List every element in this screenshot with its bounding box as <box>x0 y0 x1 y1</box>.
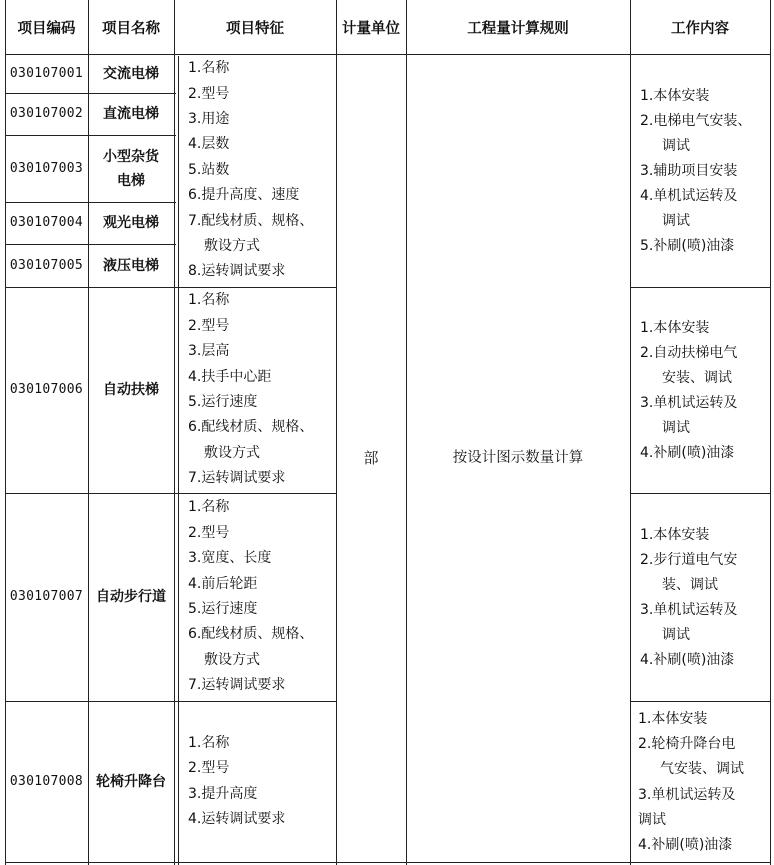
group-divider <box>630 701 771 702</box>
header-code: 项目编码 <box>17 21 76 37</box>
feature-item: 7.运转调试要求 <box>188 677 286 694</box>
work-item: 调试 <box>662 420 690 437</box>
work-content-list <box>640 289 768 493</box>
item-code: 030107002 <box>9 106 84 121</box>
item-name-line: 电梯 <box>117 172 145 189</box>
work-item: 1.本体安装 <box>640 526 710 543</box>
item-name: 观光电梯 <box>103 215 159 231</box>
feature-item: 1.名称 <box>188 734 230 751</box>
calculation-rule: 按设计图示数量计算 <box>452 450 584 466</box>
work-item: 2.电梯电气安装、 <box>640 112 752 129</box>
feature-item: 2.型号 <box>188 760 230 777</box>
work-item: 3.单机试运转及 <box>640 395 738 411</box>
table-border-right <box>770 0 771 865</box>
feature-list <box>188 54 334 287</box>
item-name: 交流电梯 <box>103 65 159 82</box>
header-rule: 工程量计算规则 <box>467 21 569 37</box>
work-item: 调试 <box>662 137 690 154</box>
feature-item: 3.用途 <box>188 110 230 127</box>
table-border-bottom <box>5 862 771 863</box>
work-item: 调试 <box>662 213 690 230</box>
feature-item: 3.层高 <box>188 343 230 360</box>
feature-item: 2.型号 <box>188 524 230 541</box>
feature-item: 1.名称 <box>188 60 230 77</box>
work-item: 调试 <box>638 811 666 828</box>
feature-item: 4.运转调试要求 <box>188 810 286 827</box>
feature-item: 8.运转调试要求 <box>188 263 286 280</box>
work-item: 1.本体安装 <box>640 319 710 336</box>
work-item: 2.步行道电气安 <box>640 551 738 568</box>
feature-item: 6.配线材质、规格、 <box>188 626 314 643</box>
item-code: 030107005 <box>9 257 84 273</box>
feature-item: 5.运行速度 <box>188 601 258 617</box>
work-item: 气安装、调试 <box>660 761 744 778</box>
feature-item: 3.宽度、长度 <box>188 550 272 567</box>
work-item: 调试 <box>662 627 690 644</box>
feature-item: 7.配线材质、规格、 <box>188 212 314 229</box>
work-item: 3.辅助项目安装 <box>640 162 738 179</box>
work-item: 装、调试 <box>662 576 718 593</box>
header-work: 工作内容 <box>671 21 729 37</box>
work-item: 5.补刷(喷)油漆 <box>640 238 735 255</box>
header-unit: 计量单位 <box>342 21 400 37</box>
feature-item: 4.前后轮距 <box>188 575 258 592</box>
feature-item: 敷设方式 <box>204 444 260 461</box>
feature-list <box>188 701 334 862</box>
header-name: 项目名称 <box>102 21 160 37</box>
work-item: 2.自动扶梯电气 <box>640 344 738 361</box>
work-item: 1.本体安装 <box>640 87 710 104</box>
column-divider <box>178 56 179 865</box>
measurement-unit: 部 <box>363 449 379 467</box>
feature-item: 3.提升高度 <box>188 785 258 802</box>
column-divider <box>630 0 631 865</box>
work-item: 4.单机试运转及 <box>640 188 738 205</box>
group-divider <box>630 287 771 288</box>
item-name <box>88 135 174 202</box>
work-item: 3.单机试运转及 <box>640 602 738 618</box>
item-name: 自动步行道 <box>96 589 166 605</box>
work-item: 3.单机试运转及 <box>638 786 736 803</box>
group-divider <box>630 493 771 494</box>
work-item: 安装、调试 <box>662 369 732 386</box>
feature-item: 5.运行速度 <box>188 394 258 410</box>
item-code: 030107001 <box>9 65 84 81</box>
feature-item: 5.站数 <box>188 161 230 178</box>
feature-item: 敷设方式 <box>204 651 260 668</box>
item-name: 轮椅升降台 <box>96 773 166 790</box>
work-item: 4.补刷(喷)油漆 <box>640 445 735 462</box>
feature-item: 2.型号 <box>188 317 230 334</box>
feature-item: 1.名称 <box>188 499 230 516</box>
work-content-list <box>640 56 768 287</box>
feature-item: 1.名称 <box>188 292 230 309</box>
item-name: 直流电梯 <box>103 106 159 122</box>
feature-item: 7.运转调试要求 <box>188 470 286 487</box>
work-item: 1.本体安装 <box>638 711 708 728</box>
feature-item: 4.层数 <box>188 136 230 153</box>
feature-list <box>188 287 334 493</box>
column-divider <box>174 0 175 865</box>
item-name: 自动扶梯 <box>103 382 159 398</box>
work-content-list <box>638 703 768 862</box>
item-code: 030107008 <box>9 773 84 789</box>
header-features: 项目特征 <box>226 21 284 37</box>
work-item: 2.轮椅升降台电 <box>638 736 736 753</box>
item-code: 030107004 <box>9 215 84 230</box>
item-name: 液压电梯 <box>103 257 159 274</box>
item-code: 030107007 <box>9 589 84 604</box>
item-code: 030107003 <box>9 160 84 176</box>
feature-list <box>188 493 334 701</box>
feature-item: 2.型号 <box>188 85 230 102</box>
work-content-list <box>640 495 768 701</box>
feature-item: 6.提升高度、速度 <box>188 187 300 204</box>
feature-item: 6.配线材质、规格、 <box>188 419 314 436</box>
item-name-line: 小型杂货 <box>103 148 159 165</box>
feature-item: 敷设方式 <box>204 238 260 255</box>
work-item: 4.补刷(喷)油漆 <box>638 836 733 853</box>
item-code: 030107006 <box>9 382 84 397</box>
feature-item: 4.扶手中心距 <box>188 368 272 385</box>
work-item: 4.补刷(喷)油漆 <box>640 652 735 669</box>
